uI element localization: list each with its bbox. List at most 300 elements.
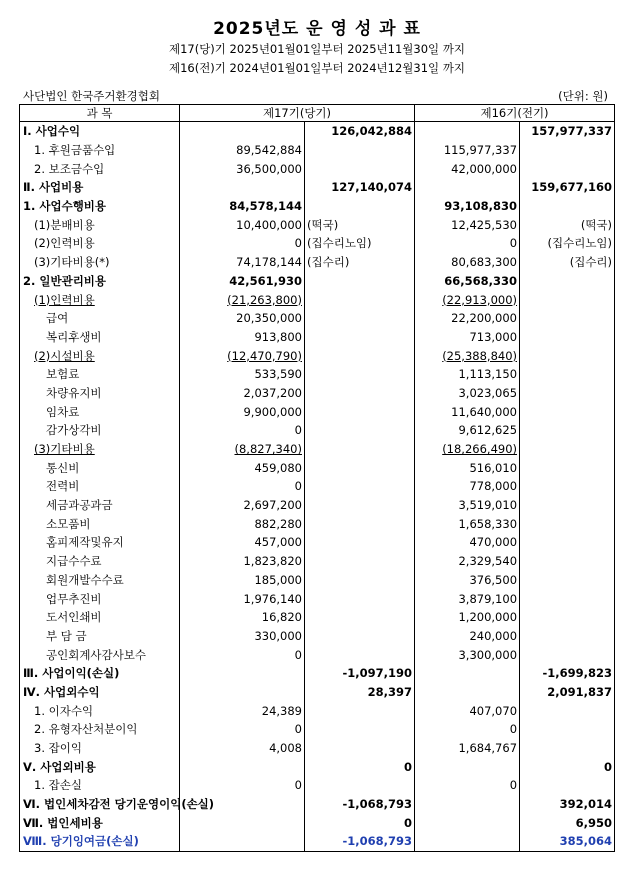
current-total-cell xyxy=(305,757,415,776)
previous-detail-cell xyxy=(415,290,520,309)
current-detail-cell xyxy=(180,197,305,216)
previous-detail-cell xyxy=(415,514,520,533)
table-row xyxy=(20,402,615,421)
row-label-cell xyxy=(20,552,180,571)
current-detail-cell xyxy=(180,215,305,234)
row-label: 공인회계사감사보수 xyxy=(46,647,146,662)
header-previous-period: 제16기(전기) xyxy=(415,105,615,122)
row-label: 2. 일반관리비용 xyxy=(23,273,107,288)
row-label: 2. 유형자산처분이익 xyxy=(34,722,138,737)
current-detail-cell xyxy=(180,141,305,160)
previous-total-cell xyxy=(520,402,615,421)
previous-total-cell xyxy=(520,346,615,365)
current-detail-value: (8,827,340) xyxy=(234,442,302,457)
row-label: 1. 사업수행비용 xyxy=(23,199,107,214)
table-row xyxy=(20,757,615,776)
row-label-cell xyxy=(20,328,180,347)
row-label: 회원개발수수료 xyxy=(46,572,124,587)
previous-total-value: 6,950 xyxy=(575,815,613,830)
current-total-cell xyxy=(305,683,415,702)
row-label-cell xyxy=(20,664,180,683)
previous-total-cell xyxy=(520,328,615,347)
previous-detail-value: (18,266,490) xyxy=(442,442,518,457)
table-row xyxy=(20,197,615,216)
row-label: 세금과공과금 xyxy=(46,498,113,513)
table-row xyxy=(20,384,615,403)
previous-detail-cell xyxy=(415,608,520,627)
previous-detail-cell xyxy=(415,496,520,515)
previous-detail-cell xyxy=(415,346,520,365)
previous-detail-value: 0 xyxy=(509,778,518,793)
current-total-cell xyxy=(305,365,415,384)
table-row xyxy=(20,664,615,683)
row-label: 차량유지비 xyxy=(46,385,102,400)
previous-detail-cell xyxy=(415,141,520,160)
table-row xyxy=(20,159,615,178)
current-total-cell xyxy=(305,720,415,739)
current-detail-value: 913,800 xyxy=(254,329,302,344)
row-label: 업무추진비 xyxy=(46,591,102,606)
previous-detail-cell xyxy=(415,421,520,440)
current-total-value: 28,397 xyxy=(367,684,413,699)
previous-total-cell xyxy=(520,215,615,234)
row-label: Ⅶ. 법인세비용 xyxy=(23,815,103,830)
current-detail-cell xyxy=(180,178,305,197)
previous-total-cell xyxy=(520,159,615,178)
current-total-value: (집수리) xyxy=(307,255,350,270)
table-row xyxy=(20,552,615,571)
table-row xyxy=(20,776,615,795)
previous-total-cell xyxy=(520,141,615,160)
table-row xyxy=(20,421,615,440)
previous-total-cell xyxy=(520,440,615,459)
previous-total-cell xyxy=(520,832,615,851)
current-total-cell xyxy=(305,346,415,365)
row-label: 임차료 xyxy=(46,404,80,419)
previous-detail-cell xyxy=(415,720,520,739)
row-label-cell xyxy=(20,608,180,627)
previous-detail-value: 778,000 xyxy=(469,479,518,494)
organization-name: 사단법인 한국주거환경협회 xyxy=(23,89,160,103)
row-label-cell xyxy=(20,290,180,309)
row-label: 급여 xyxy=(46,311,69,326)
previous-total-cell xyxy=(520,253,615,272)
table-row xyxy=(20,571,615,590)
previous-total-cell xyxy=(520,290,615,309)
current-detail-cell xyxy=(180,589,305,608)
current-detail-cell xyxy=(180,757,305,776)
previous-total-cell xyxy=(520,645,615,664)
row-label-cell xyxy=(20,757,180,776)
row-label: Ⅵ. 법인세차감전 당기운영이익(손실) xyxy=(23,797,215,812)
row-label-cell xyxy=(20,440,180,459)
previous-detail-value: (22,913,000) xyxy=(442,292,518,307)
current-total-value: 126,042,884 xyxy=(331,124,413,139)
current-total-cell xyxy=(305,421,415,440)
row-label-cell xyxy=(20,514,180,533)
row-label: 1. 잡손실 xyxy=(34,778,82,793)
previous-total-cell xyxy=(520,178,615,197)
previous-detail-value: 1,658,330 xyxy=(458,516,518,531)
current-detail-cell xyxy=(180,645,305,664)
previous-total-cell xyxy=(520,683,615,702)
row-label-cell xyxy=(20,141,180,160)
current-detail-value: 10,400,000 xyxy=(236,217,302,232)
previous-total-cell xyxy=(520,365,615,384)
row-label: Ⅴ. 사업외비용 xyxy=(23,759,96,774)
current-detail-cell xyxy=(180,664,305,683)
row-label-cell xyxy=(20,178,180,197)
previous-total-cell xyxy=(520,384,615,403)
previous-total-value: -1,699,823 xyxy=(542,666,613,681)
current-detail-cell xyxy=(180,159,305,178)
current-total-cell xyxy=(305,253,415,272)
previous-total-cell xyxy=(520,739,615,758)
current-detail-value: 0 xyxy=(294,647,302,662)
previous-detail-value: 42,000,000 xyxy=(451,161,518,176)
previous-detail-cell xyxy=(415,309,520,328)
row-label-cell xyxy=(20,159,180,178)
current-detail-value: 36,500,000 xyxy=(236,161,302,176)
current-detail-value: 16,820 xyxy=(261,610,302,625)
previous-total-value: (집수리) xyxy=(569,255,613,270)
previous-total-value: 0 xyxy=(604,759,613,774)
row-label: 2. 보조금수입 xyxy=(34,161,105,176)
current-total-value: 0 xyxy=(404,815,413,830)
previous-detail-value: 3,879,100 xyxy=(458,591,518,606)
current-detail-value: 1,976,140 xyxy=(243,591,302,606)
current-total-cell xyxy=(305,141,415,160)
previous-detail-value: 516,010 xyxy=(469,460,518,475)
table-row xyxy=(20,365,615,384)
current-detail-value: (21,263,800) xyxy=(227,292,302,307)
row-label-cell xyxy=(20,496,180,515)
current-total-cell xyxy=(305,552,415,571)
previous-total-value: 392,014 xyxy=(559,797,613,812)
current-detail-value: 24,389 xyxy=(261,703,302,718)
table-row xyxy=(20,253,615,272)
current-detail-cell xyxy=(180,309,305,328)
previous-detail-cell xyxy=(415,215,520,234)
current-detail-cell xyxy=(180,701,305,720)
current-total-cell xyxy=(305,402,415,421)
previous-detail-cell xyxy=(415,197,520,216)
current-total-cell xyxy=(305,384,415,403)
previous-detail-cell xyxy=(415,645,520,664)
current-detail-cell xyxy=(180,272,305,291)
previous-total-cell xyxy=(520,309,615,328)
previous-detail-value: 1,113,150 xyxy=(458,367,518,382)
previous-detail-cell xyxy=(415,234,520,253)
previous-detail-value: 713,000 xyxy=(469,329,518,344)
previous-detail-cell xyxy=(415,272,520,291)
row-label-cell xyxy=(20,795,215,814)
previous-detail-value: 1,684,767 xyxy=(458,741,518,756)
current-total-cell xyxy=(305,496,415,515)
previous-detail-value: 9,612,625 xyxy=(458,423,518,438)
row-label-cell xyxy=(20,571,180,590)
previous-detail-cell xyxy=(415,832,520,851)
previous-detail-cell xyxy=(415,739,520,758)
row-label: 3. 잡이익 xyxy=(34,741,82,756)
previous-detail-cell xyxy=(415,813,520,832)
current-detail-value: 457,000 xyxy=(254,535,302,550)
row-label: (2)시설비용 xyxy=(34,348,95,363)
previous-detail-cell xyxy=(415,253,520,272)
row-label-cell xyxy=(20,533,180,552)
current-detail-cell xyxy=(180,552,305,571)
current-detail-value: 42,561,930 xyxy=(229,273,302,288)
row-label: 부 담 금 xyxy=(46,628,87,643)
row-label: 소모품비 xyxy=(46,516,91,531)
current-detail-cell xyxy=(180,290,305,309)
row-label: Ⅷ. 당기잉여금(손실) xyxy=(23,834,139,849)
table-header-row xyxy=(20,105,615,122)
table-row xyxy=(20,645,615,664)
row-label-cell xyxy=(20,365,180,384)
current-total-cell xyxy=(305,739,415,758)
table-row xyxy=(20,832,615,851)
previous-total-value: 385,064 xyxy=(559,834,613,849)
previous-detail-value: 80,683,300 xyxy=(451,255,518,270)
current-detail-value: 0 xyxy=(294,423,302,438)
previous-detail-cell xyxy=(415,701,520,720)
row-label-cell xyxy=(20,234,180,253)
previous-detail-value: 0 xyxy=(509,236,518,251)
previous-detail-cell xyxy=(415,552,520,571)
current-detail-cell xyxy=(180,328,305,347)
header-current-period: 제17기(당기) xyxy=(180,105,415,122)
unit-label: (단위: 원) xyxy=(558,89,608,103)
previous-total-value: 2,091,837 xyxy=(547,684,613,699)
current-total-cell xyxy=(305,178,415,197)
previous-total-cell xyxy=(520,458,615,477)
current-detail-value: 0 xyxy=(294,722,302,737)
previous-detail-cell xyxy=(415,571,520,590)
current-detail-cell xyxy=(180,739,305,758)
current-detail-cell xyxy=(180,402,305,421)
current-total-cell xyxy=(305,776,415,795)
previous-total-cell xyxy=(520,122,615,141)
current-total-cell xyxy=(305,832,415,851)
previous-detail-cell xyxy=(415,328,520,347)
current-total-cell xyxy=(305,664,415,683)
current-total-cell xyxy=(305,813,415,832)
current-total-value: -1,068,793 xyxy=(342,834,413,849)
current-total-cell xyxy=(305,589,415,608)
table-row xyxy=(20,533,615,552)
table-row xyxy=(20,514,615,533)
current-detail-cell xyxy=(180,458,305,477)
row-label-cell xyxy=(20,384,180,403)
previous-detail-cell xyxy=(415,365,520,384)
current-total-value: 0 xyxy=(404,759,413,774)
row-label-cell xyxy=(20,197,180,216)
current-total-cell xyxy=(305,514,415,533)
table-row xyxy=(20,290,615,309)
current-detail-value: 2,697,200 xyxy=(243,498,302,513)
table-row xyxy=(20,346,615,365)
row-label: (3)기타비용(*) xyxy=(34,255,110,270)
current-total-cell xyxy=(305,215,415,234)
current-detail-cell xyxy=(180,571,305,590)
row-label: 보험료 xyxy=(46,367,80,382)
table-row xyxy=(20,309,615,328)
current-detail-cell xyxy=(180,253,305,272)
previous-total-cell xyxy=(520,795,615,814)
row-label-cell xyxy=(20,272,180,291)
table-row xyxy=(20,496,615,515)
row-label-cell xyxy=(20,739,180,758)
current-total-cell xyxy=(305,328,415,347)
current-detail-value: 0 xyxy=(294,778,302,793)
current-detail-value: 0 xyxy=(294,479,302,494)
current-detail-value: 0 xyxy=(294,236,302,251)
previous-total-value: (집수리노임) xyxy=(547,236,613,251)
current-detail-value: 882,280 xyxy=(254,516,302,531)
table-row xyxy=(20,234,615,253)
previous-detail-value: 1,200,000 xyxy=(458,610,518,625)
table-row xyxy=(20,608,615,627)
row-label-cell xyxy=(20,776,180,795)
previous-detail-value: 407,070 xyxy=(469,703,518,718)
previous-total-cell xyxy=(520,533,615,552)
previous-total-cell xyxy=(520,589,615,608)
row-label: 복리후생비 xyxy=(46,329,102,344)
table-row xyxy=(20,739,615,758)
table-row xyxy=(20,328,615,347)
current-detail-cell xyxy=(180,421,305,440)
previous-total-cell xyxy=(520,571,615,590)
previous-detail-value: 12,425,530 xyxy=(451,217,518,232)
previous-detail-value: 376,500 xyxy=(469,572,518,587)
current-total-cell xyxy=(305,701,415,720)
previous-detail-value: 93,108,830 xyxy=(444,199,518,214)
table-row xyxy=(20,272,615,291)
current-detail-cell xyxy=(180,365,305,384)
current-detail-value: 89,542,884 xyxy=(236,143,302,158)
row-label-cell xyxy=(20,832,180,851)
previous-detail-cell xyxy=(415,458,520,477)
current-total-cell xyxy=(305,197,415,216)
current-detail-cell xyxy=(180,813,305,832)
current-detail-cell xyxy=(180,477,305,496)
current-total-cell xyxy=(305,458,415,477)
row-label: Ⅰ. 사업수익 xyxy=(23,124,81,139)
row-label-cell xyxy=(20,421,180,440)
table-row xyxy=(20,683,615,702)
row-label: Ⅲ. 사업이익(손실) xyxy=(23,666,120,681)
previous-total-cell xyxy=(520,234,615,253)
current-total-cell xyxy=(305,122,415,141)
previous-total-cell xyxy=(520,514,615,533)
row-label-cell xyxy=(20,683,180,702)
previous-total-value: 159,677,160 xyxy=(531,180,613,195)
current-detail-value: 459,080 xyxy=(254,460,302,475)
current-total-cell xyxy=(305,795,415,814)
current-detail-cell xyxy=(180,496,305,515)
row-label-cell xyxy=(20,477,180,496)
row-label: 홈피제작및유지 xyxy=(46,535,124,550)
previous-detail-cell xyxy=(415,159,520,178)
table-row xyxy=(20,720,615,739)
current-detail-value: 533,590 xyxy=(254,367,302,382)
previous-detail-value: 115,977,337 xyxy=(443,143,518,158)
row-label: 1. 이자수익 xyxy=(34,703,94,718)
table-row xyxy=(20,701,615,720)
period-previous: 제16(전)기 2024년01월01일부터 2024년12월31일 까지 xyxy=(168,61,466,75)
current-detail-value: 9,900,000 xyxy=(243,404,302,419)
current-detail-value: 330,000 xyxy=(254,628,302,643)
current-detail-value: 84,578,144 xyxy=(229,199,302,214)
row-label: 통신비 xyxy=(46,460,80,475)
row-label: 1. 후원금품수입 xyxy=(34,143,116,158)
current-total-cell xyxy=(305,571,415,590)
current-detail-value: 4,008 xyxy=(269,741,302,756)
previous-detail-value: 66,568,330 xyxy=(444,273,518,288)
previous-total-cell xyxy=(520,701,615,720)
current-total-value: (떡국) xyxy=(307,217,339,232)
row-label-cell xyxy=(20,346,180,365)
current-detail-value: 20,350,000 xyxy=(236,311,302,326)
previous-detail-cell xyxy=(415,122,520,141)
row-label-cell xyxy=(20,645,180,664)
row-label-cell xyxy=(20,309,180,328)
previous-total-cell xyxy=(520,421,615,440)
previous-detail-cell xyxy=(415,178,520,197)
previous-detail-cell xyxy=(415,683,520,702)
row-label-cell xyxy=(20,720,180,739)
previous-detail-cell xyxy=(415,477,520,496)
header-account: 과 목 xyxy=(20,105,180,122)
current-total-cell xyxy=(305,645,415,664)
row-label-cell xyxy=(20,627,180,646)
row-label: (3)기타비용 xyxy=(34,442,95,457)
operating-results-table xyxy=(19,104,615,852)
current-detail-cell xyxy=(180,234,305,253)
period-current: 제17(당)기 2025년01월01일부터 2025년11월30일 까지 xyxy=(168,42,466,56)
row-label: 전력비 xyxy=(46,479,80,494)
previous-detail-value: 11,640,000 xyxy=(451,404,518,419)
previous-total-value: (떡국) xyxy=(580,217,613,232)
current-detail-cell xyxy=(180,832,305,851)
previous-detail-value: 240,000 xyxy=(469,628,518,643)
current-total-cell xyxy=(305,309,415,328)
table-row xyxy=(20,141,615,160)
table-row xyxy=(20,440,615,459)
previous-detail-cell xyxy=(415,589,520,608)
previous-total-cell xyxy=(520,197,615,216)
row-label: 감가상각비 xyxy=(46,423,102,438)
table-row xyxy=(20,122,615,141)
row-label-cell xyxy=(20,589,180,608)
previous-total-cell xyxy=(520,477,615,496)
current-total-value: (집수리노임) xyxy=(307,236,372,251)
current-total-cell xyxy=(305,290,415,309)
current-detail-cell xyxy=(180,384,305,403)
current-detail-cell xyxy=(180,440,305,459)
row-label: (1)분배비용 xyxy=(34,217,95,232)
current-total-cell xyxy=(305,159,415,178)
current-detail-cell xyxy=(180,346,305,365)
row-label-cell xyxy=(20,402,180,421)
current-detail-value: 2,037,200 xyxy=(243,385,302,400)
table-row xyxy=(20,215,615,234)
table-row xyxy=(20,178,615,197)
previous-detail-cell xyxy=(415,402,520,421)
current-detail-cell xyxy=(180,683,305,702)
current-total-cell xyxy=(305,533,415,552)
